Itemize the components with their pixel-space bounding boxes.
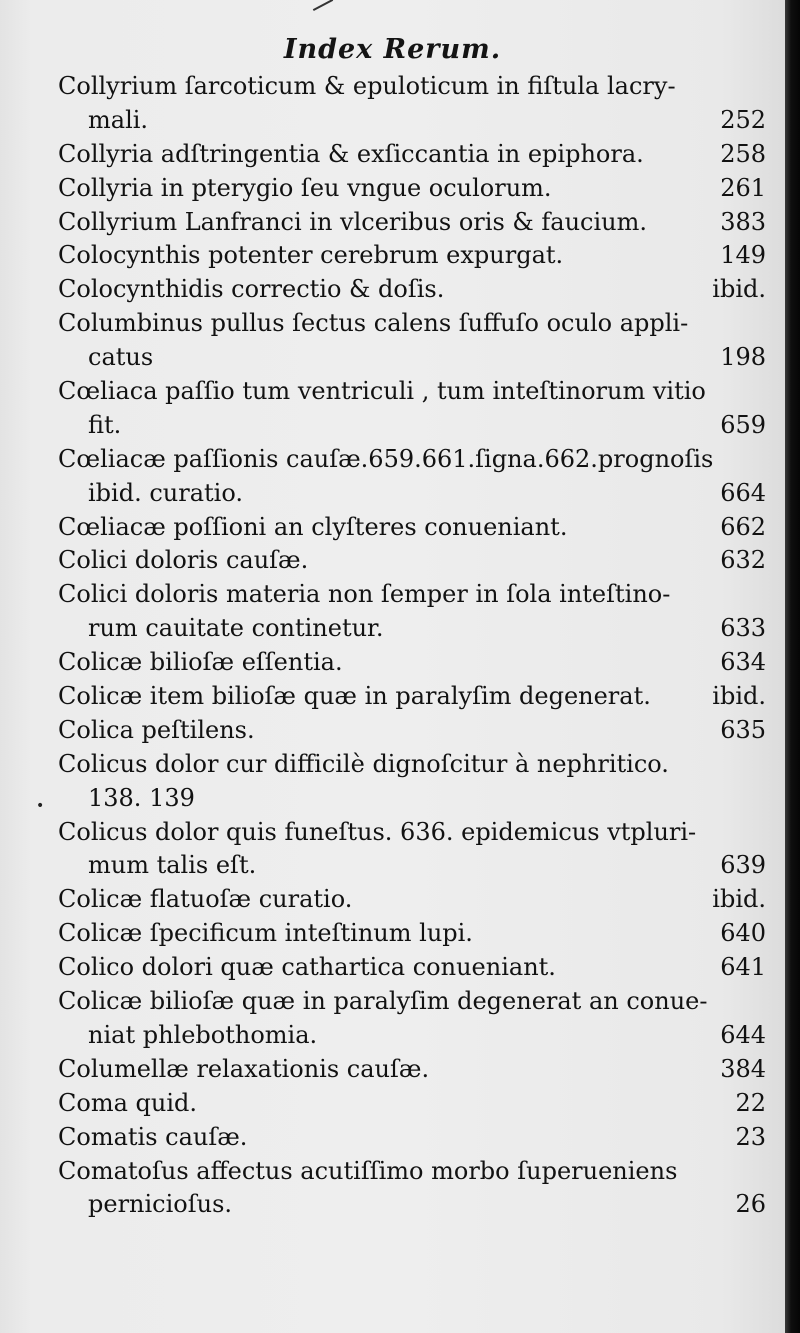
index-entry [58, 307, 766, 375]
index-entry [58, 70, 766, 138]
page-reference [754, 443, 766, 477]
index-entry [58, 172, 766, 206]
page-reference [754, 1155, 766, 1189]
entry-text: 138. 139 [88, 783, 195, 812]
entry-text: Colica peſtilens. [58, 715, 255, 744]
entry-text: Comatis cauſæ. [58, 1122, 248, 1151]
entry-text: Colicæ bilioſæ eſſentia. [58, 648, 343, 677]
page-reference: 662 [720, 512, 766, 541]
index-entry [58, 714, 766, 748]
index-line [58, 917, 766, 951]
page-reference: 635 [720, 715, 766, 744]
entry-text: Colico dolori quæ cathartica conueniant. [58, 953, 556, 982]
page-reference [754, 578, 766, 612]
index-line [58, 1155, 766, 1189]
entry-text: Colici doloris materia non ſemper in ſola inteſtino- [58, 580, 671, 609]
page-reference [754, 70, 766, 104]
index-entry [58, 1053, 766, 1087]
index-line [58, 578, 766, 612]
entry-text: Colicus dolor quis funeſtus. 636. epidemicus vtpluri- [58, 817, 697, 846]
index-line [58, 849, 766, 883]
entry-text: Columellæ relaxationis cauſæ. [58, 1054, 430, 1083]
entry-text: Colocynthidis correctio & doſis. [58, 275, 445, 304]
index-entry [58, 816, 766, 884]
page-reference: 258 [720, 139, 766, 168]
index-line [58, 239, 766, 273]
entry-text: Collyrium ſarcoticum & epuloticum in fiſtula lacry- [58, 72, 676, 100]
index-entry [58, 206, 766, 240]
index-line [58, 646, 766, 680]
index-line [58, 1053, 766, 1087]
index-line [58, 341, 766, 375]
page-reference: ibid. [712, 682, 766, 711]
page-reference [754, 375, 766, 409]
index-entry [58, 680, 766, 714]
entry-text: Colicæ item bilioſæ quæ in paralyſim degenerat. [58, 682, 651, 711]
index-line [58, 273, 766, 307]
entry-text: Colocynthis potenter cerebrum expurgat. [58, 241, 564, 270]
book-gutter [785, 0, 800, 1333]
index-entry [58, 375, 766, 443]
index-entry [58, 646, 766, 680]
index-line [58, 951, 766, 985]
index-line [58, 883, 766, 917]
entry-text: Colicæ bilioſæ quæ in paralyſim degenerat an conue- [58, 987, 708, 1016]
entry-text: Collyrium Lanfranci in vlceribus oris & faucium. [58, 207, 647, 236]
entry-text: catus [88, 343, 154, 372]
index-line [58, 375, 766, 409]
page-reference: 659 [720, 410, 766, 439]
entry-text: Colicæ ſpecificum inteſtinum lupi. [58, 919, 473, 948]
entry-text: rum cauitate continetur. [88, 614, 384, 643]
index-line [58, 104, 766, 138]
entry-text: ibid. curatio. [88, 478, 243, 507]
index-entry [58, 985, 766, 1053]
entry-text: mum talis eſt. [88, 851, 257, 880]
index-line [58, 409, 766, 443]
index-entry [58, 1155, 766, 1223]
page-reference: 383 [720, 207, 766, 236]
page-reference: 633 [720, 614, 766, 643]
page-reference [754, 782, 766, 816]
index-line [58, 172, 766, 206]
ink-mark [313, 0, 333, 11]
index-entry [58, 138, 766, 172]
index-line [58, 511, 766, 545]
index-line [58, 816, 766, 850]
entry-text: Coma quid. [58, 1088, 197, 1117]
page-reference: 634 [720, 648, 766, 677]
entry-text: Columbinus pullus ſectus calens ſuffuſo oculo appli- [58, 309, 689, 338]
page-reference [754, 748, 766, 782]
page-reference: 23 [735, 1122, 766, 1151]
entry-text: pernicioſus. [88, 1190, 233, 1219]
index-line [58, 1121, 766, 1155]
page-header: Index Rerum. [283, 34, 502, 65]
index-entry [58, 951, 766, 985]
page-reference: 641 [720, 953, 766, 982]
index-entry [58, 748, 766, 816]
page-reference [754, 985, 766, 1019]
index-entry [58, 917, 766, 951]
page-reference: 261 [720, 173, 766, 202]
page-reference [754, 307, 766, 341]
entry-text: Cœliaca paſſio tum ventriculi , tum inteſtinorum vitio [58, 377, 706, 406]
index-list [58, 70, 766, 1222]
index-line [58, 985, 766, 1019]
page-reference: 198 [720, 343, 766, 372]
index-line [58, 206, 766, 240]
entry-text: Colici doloris cauſæ. [58, 546, 309, 575]
index-line [58, 70, 766, 104]
index-line [58, 1087, 766, 1121]
index-entry [58, 443, 766, 511]
entry-text: Collyria adſtringentia & exſiccantia in epiphora. [58, 139, 644, 168]
index-line [58, 714, 766, 748]
entry-text: Cœliacæ poſſioni an clyſteres conueniant. [58, 512, 568, 541]
index-entry [58, 511, 766, 545]
index-line [58, 307, 766, 341]
entry-text: Colicus dolor cur difficilè dignoſcitur à nephritico. [58, 749, 669, 778]
index-line [58, 680, 766, 714]
index-entry [58, 273, 766, 307]
page-reference: 639 [720, 851, 766, 880]
entry-text: Cœliacæ paſſionis cauſæ.659.661.ſigna.662.prognoſis [58, 444, 714, 473]
index-line [58, 782, 766, 816]
page-reference: ibid. [712, 275, 766, 304]
entry-text: mali. [88, 105, 149, 134]
entry-text: Comatoſus affectus acutiſſimo morbo ſuperueniens [58, 1156, 678, 1185]
margin-marker: • [36, 798, 45, 814]
page-reference: 149 [720, 241, 766, 270]
entry-text: Colicæ flatuoſæ curatio. [58, 885, 353, 914]
index-entry [58, 578, 766, 646]
entry-text: fit. [88, 410, 122, 439]
index-entry [58, 239, 766, 273]
index-line [58, 477, 766, 511]
index-line [58, 138, 766, 172]
index-line [58, 612, 766, 646]
index-line [58, 748, 766, 782]
page-reference: 26 [735, 1190, 766, 1219]
entry-text: Collyria in pterygio ſeu vngue oculorum. [58, 173, 552, 202]
index-entry [58, 1087, 766, 1121]
page-reference: 252 [720, 105, 766, 134]
page-reference: 664 [720, 478, 766, 507]
index-entry [58, 1121, 766, 1155]
index-entry [58, 883, 766, 917]
index-line [58, 1188, 766, 1222]
index-line [58, 443, 766, 477]
page-reference: 22 [735, 1088, 766, 1117]
index-entry [58, 544, 766, 578]
page-reference: 644 [720, 1020, 766, 1049]
page-reference: ibid. [712, 885, 766, 914]
index-line [58, 1019, 766, 1053]
page-reference: 384 [720, 1054, 766, 1083]
page-reference: 632 [720, 546, 766, 575]
page-reference [754, 816, 766, 850]
index-line [58, 544, 766, 578]
entry-text: niat phlebothomia. [88, 1020, 318, 1049]
page-reference: 640 [720, 919, 766, 948]
